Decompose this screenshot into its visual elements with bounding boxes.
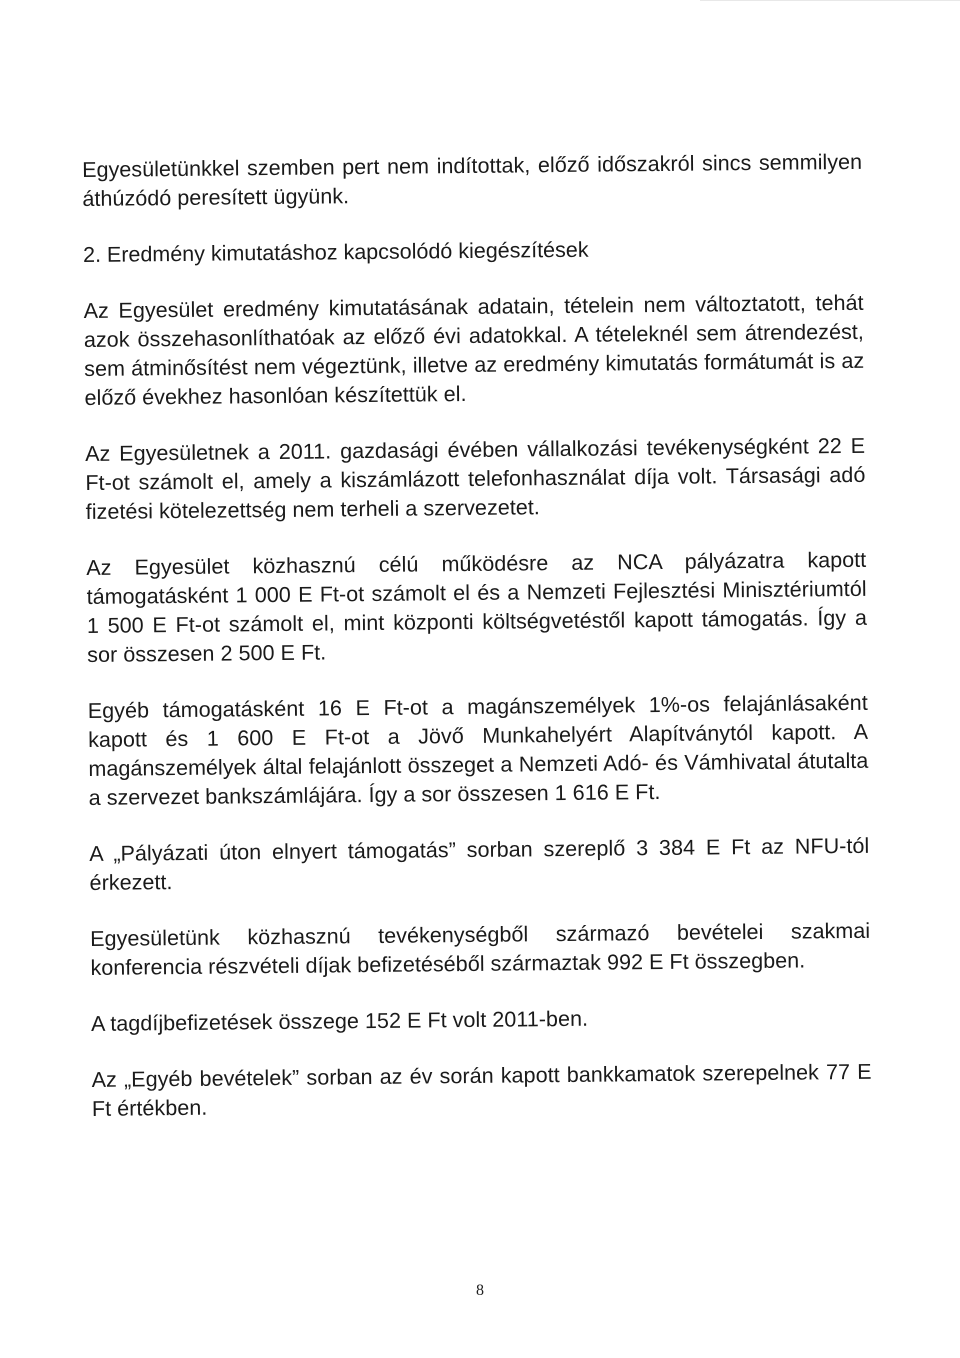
paragraph-data-consistency: Az Egyesület eredmény kimutatásának adatain, tételein nem változtatott, tehát azok összehasonlíthatóak az előző évi adatokkal. A tételeknél sem átrendezést, sem átminősítést nem végeztünk, illetve az eredmény kimutatás formátumát is az előző évekhez hasonlóan készítettük el.	[83, 290, 865, 410]
paragraph-membership-fees: A tagdíjbefizetések összege 152 E Ft volt 2011-ben.	[90, 1006, 589, 1036]
paragraph-public-benefit-support: Az Egyesület közhasznú célú működésre az NCA pályázatra kapott támogatásként 1 000 E Ft-ot számolt el és a Nemzeti Fejlesztési Minisztériumtól 1 500 E Ft-ot számolt el, mint központi költségvetéstől kapott támogatás. Így a sor összesen 2 500 E Ft.	[86, 547, 868, 667]
paragraph-lawsuits: Egyesületünkkel szemben pert nem indítottak, előző időszakról sincs semmilyen áthúzódó peresített ügyünk.	[82, 149, 863, 211]
section-heading: 2. Eredmény kimutatáshoz kapcsolódó kiegészítések	[82, 237, 589, 267]
paragraph-tender-support: A „Pályázati úton elnyert támogatás” sorban szereplő 3 384 E Ft az NFU-tól érkezett.	[89, 833, 870, 895]
paragraph-public-benefit-revenue: Egyesületünk közhasznú tevékenységből származó bevételei szakmai konferencia részvételi díjak befizetéséből származtak 992 E Ft összegben.	[90, 918, 871, 980]
paragraph-other-support: Egyéb támogatásként 16 E Ft-ot a magánszemélyek 1%-os felajánlásaként kapott és 1 600 E Ft-ot a Jövő Munkahelyért Alapítványtól kapott. A magánszemélyek által felajánlott összeget a Nemzeti Adó- és Vámhivatal átutalta a szervezet bankszámlájára. Így a sor összesen 1 616 E Ft.	[87, 690, 869, 810]
scan-top-edge-line	[700, 0, 960, 1]
page-number: 8	[476, 1282, 484, 1299]
paragraph-other-revenue: Az „Egyéb bevételek” sorban az év során kapott bankkamatok szerepelnek 77 E Ft értékben.	[91, 1059, 872, 1121]
paragraph-business-activity: Az Egyesületnek a 2011. gazdasági évében vállalkozási tevékenységként 22 E Ft-ot számolt el, amely a kiszámlázott telefonhasználat díja volt. Társasági adó fizetési kötelezettség nem terheli a szervezetet.	[84, 433, 866, 524]
document-body	[82, 148, 872, 1151]
